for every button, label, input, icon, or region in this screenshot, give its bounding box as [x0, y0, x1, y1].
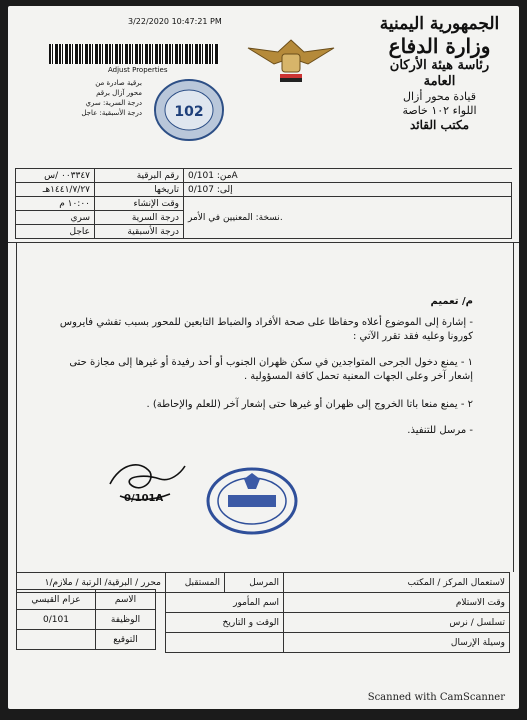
adjust-properties: Adjust Properties — [108, 66, 168, 74]
memo-paragraph: ٢ - يمنع منعا باتا الخروج إلى ظهران أو غيرها حتى إشعار آخر (للعلم والإحاطة) . — [146, 399, 473, 410]
left-meta-line: درجة السرية: سري — [85, 99, 142, 107]
memo-heading: م/ تعميم — [430, 296, 473, 307]
footer-cell: محرر / البرقية/ الرتبة / ملازم/١ — [17, 573, 166, 593]
field-value: ١٠:٠٠ م — [16, 197, 95, 211]
field-label: درجة السرية — [95, 211, 184, 225]
copy-value: المعنيين في الأمر. — [188, 212, 283, 223]
left-meta — [72, 78, 142, 118]
eagle-emblem-icon — [246, 34, 336, 86]
memo-paragraph: ١ - يمنع دخول الجرحى المتواجدين في سكن ظهران الجنوب أو أحد رفيدة أو غيرها إلى مجازة حتى إشعار آخر وعلى الجهات المعنية تحمل كافة المسؤولية . — [69, 357, 473, 382]
field-value: عاجل — [16, 225, 95, 239]
to-label: إلى: — [216, 184, 233, 195]
field-value: سري — [16, 211, 95, 225]
from-label: من: — [216, 170, 232, 181]
header-line: اللواء ١٠٢ خاصة — [402, 104, 477, 117]
header-line: رئاسة هيئة الأركان العامة — [389, 58, 490, 89]
header-line: قيادة محور أزال — [403, 90, 476, 103]
camscanner-watermark: Scanned with CamScanner — [367, 692, 505, 703]
header-line: الجمهورية اليمنية — [379, 14, 500, 34]
editor-label: الوظيفة — [96, 610, 156, 630]
footer-cell: تسلسل / نرس — [284, 613, 510, 633]
header-line: مكتب القائد — [410, 118, 469, 132]
field-value: ١٤٤١/٧/٢٧هـ — [16, 183, 95, 197]
editor-label: التوقيع — [96, 630, 156, 650]
barcode — [49, 44, 219, 64]
editor-value: عزام القيسي — [17, 590, 96, 610]
document-page — [8, 6, 519, 709]
left-meta-line: برقية صادرة من — [95, 79, 142, 87]
footer-cell: المرسل — [225, 573, 284, 593]
editor-label: الاسم — [96, 590, 156, 610]
footer-cell: الوقت و التاريخ — [166, 613, 284, 633]
seal-number: 102 — [174, 104, 204, 120]
field-value: ٠٠٣٣٤٧ /س — [16, 169, 95, 183]
editor-table — [16, 589, 156, 650]
field-label: درجة الأسبقية — [95, 225, 184, 239]
to-value: 0/107 — [188, 184, 214, 195]
copy-label: نسخة: — [255, 212, 280, 223]
unit-seal-icon — [152, 76, 226, 144]
footer-cell — [166, 633, 284, 653]
memo-paragraph: - إشارة إلى الموضوع أعلاه وحفاظا على صحة الأفراد والضباط التابعين للمحور بسبب تفشي فايروس كورونا وعليه فقد تقرر الآتي : — [59, 317, 473, 342]
field-label: وقت الإنشاء — [95, 197, 184, 211]
timestamp: 3/22/2020 10:47:21 PM — [128, 17, 222, 26]
editor-value: 0/101 — [17, 610, 96, 630]
footer-cell: لاستعمال المركز / المكتب — [284, 573, 510, 593]
memo-paragraph: - مرسل للتنفيذ. — [407, 425, 473, 436]
left-meta-line: محور آزال برقم — [96, 89, 142, 97]
field-label: رقم البرقية — [95, 169, 184, 183]
signature-code: 0/101A — [124, 493, 164, 504]
footer-cell: اسم المأمور — [166, 593, 284, 613]
left-meta-line: درجة الأسبقية: عاجل — [81, 109, 142, 117]
footer-cell: وقت الاستلام — [284, 593, 510, 613]
from-value: 0/101A — [188, 170, 238, 181]
header-line: وزارة الدفاع — [388, 34, 491, 58]
footer-cell: المستقبل — [166, 573, 225, 593]
footer-cell: وسيلة الإرسال — [284, 633, 510, 653]
editor-value — [17, 630, 96, 650]
ministry-header — [372, 14, 507, 133]
official-stamp-icon — [204, 465, 300, 537]
telegram-header-table — [15, 168, 512, 239]
field-label: تاريخها — [95, 183, 184, 197]
